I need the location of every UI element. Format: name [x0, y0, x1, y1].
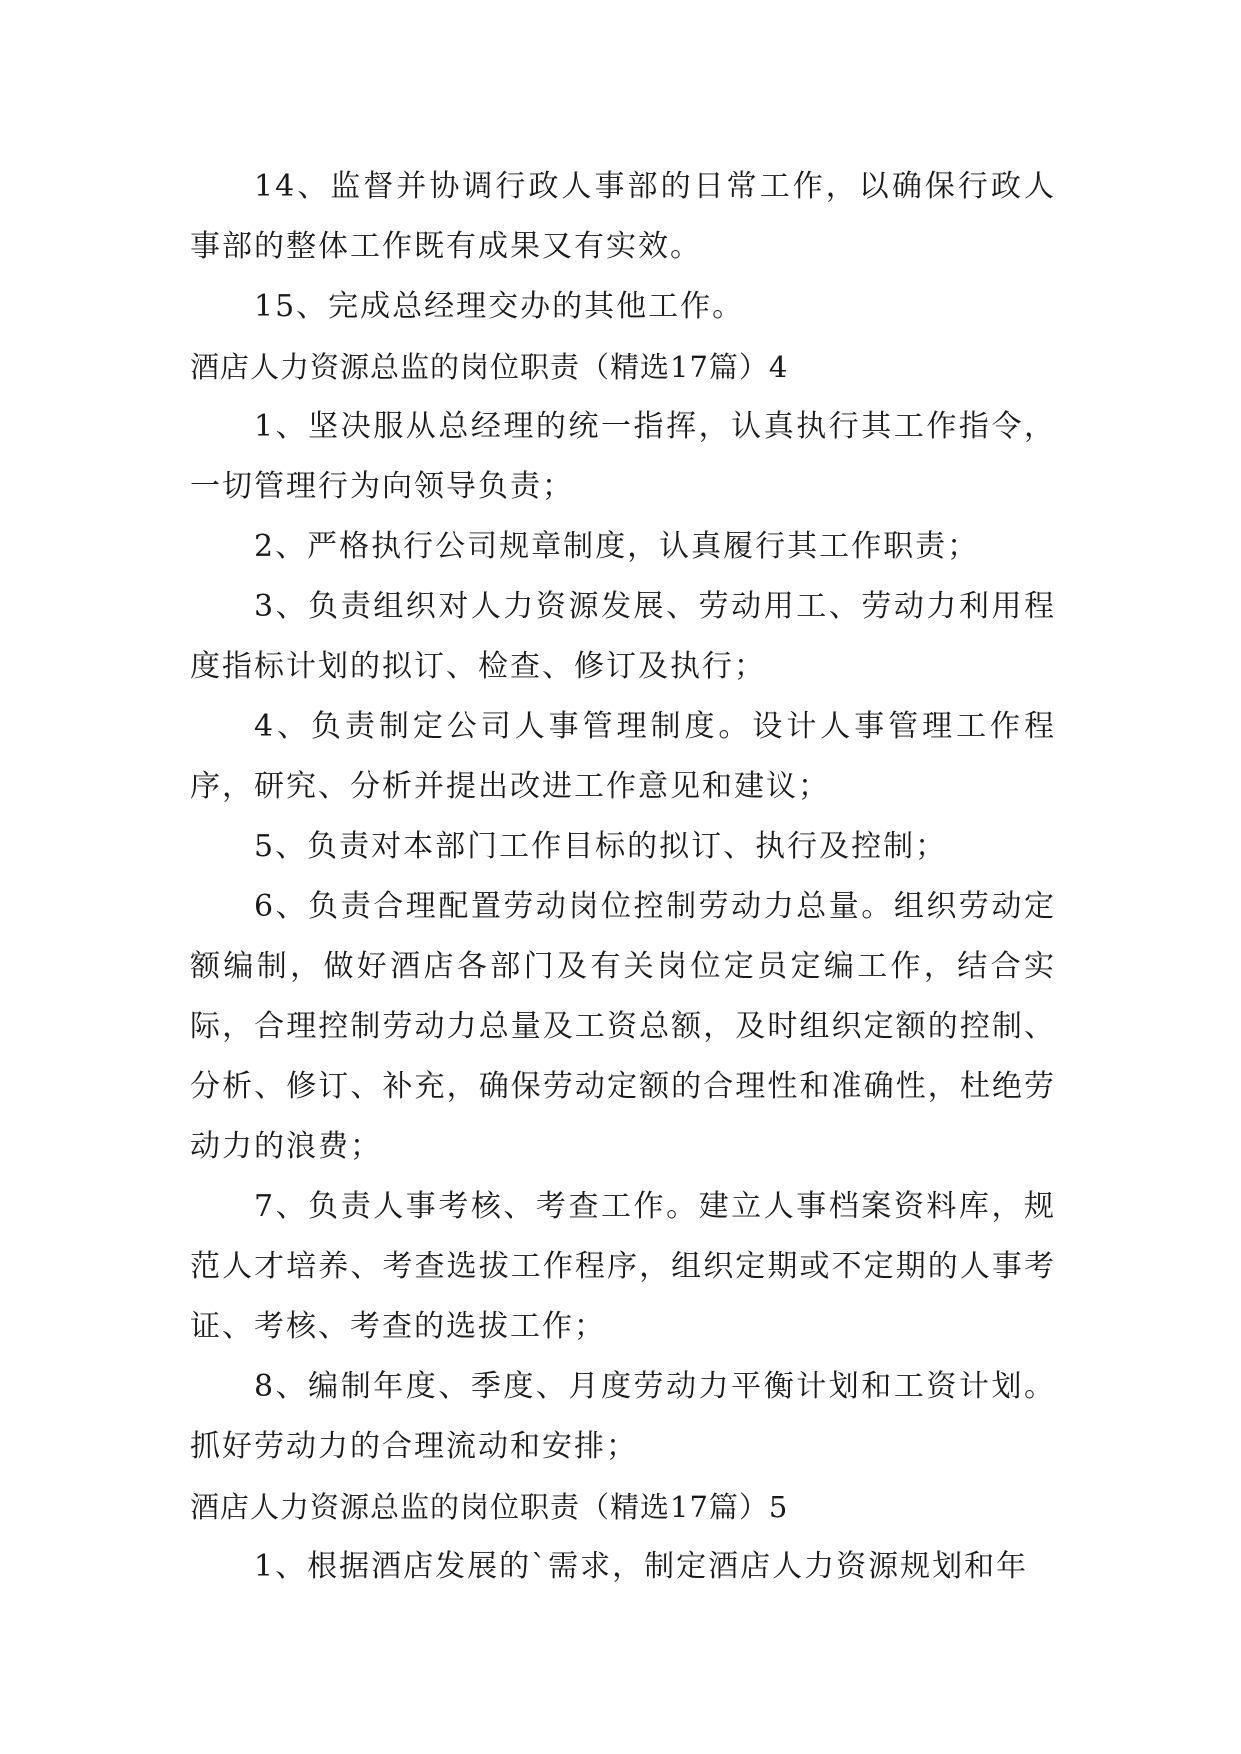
- paragraph-item-5: 5、负责对本部门工作目标的拟订、执行及控制；: [254, 829, 948, 864]
- paragraph-item-3: 3、负责组织对人力资源发展、劳动用工、劳动力利用程度指标计划的拟订、检查、修订及执行；: [190, 589, 1056, 684]
- section-heading-4: 酒店人力资源总监的岗位职责（精选17篇）4: [190, 350, 789, 384]
- document-body: [190, 157, 1056, 1597]
- section-heading-5: 酒店人力资源总监的岗位职责（精选17篇）5: [190, 1490, 789, 1524]
- paragraph-item-1: 1、坚决服从总经理的统一指挥，认真执行其工作指令，一切管理行为向领导负责；: [190, 409, 1056, 504]
- paragraph-item-14: 14、监督并协调行政人事部的日常工作，以确保行政人事部的整体工作既有成果又有实效。: [190, 169, 1056, 264]
- paragraph-item-2: 2、严格执行公司规章制度，认真履行其工作职责；: [254, 529, 980, 564]
- paragraph-item-1-section-5: 1、根据酒店发展的`需求，制定酒店人力资源规划和年: [254, 1549, 1029, 1584]
- paragraph-item-4: 4、负责制定公司人事管理制度。设计人事管理工作程序，研究、分析并提出改进工作意见和建议；: [190, 709, 1056, 804]
- paragraph-item-7: 7、负责人事考核、考查工作。建立人事档案资料库，规范人才培养、考查选拔工作程序，组织定期或不定期的人事考证、考核、考查的选拔工作；: [190, 1189, 1056, 1344]
- paragraph-item-8: 8、编制年度、季度、月度劳动力平衡计划和工资计划。抓好劳动力的合理流动和安排；: [190, 1369, 1056, 1464]
- paragraph-item-6: 6、负责合理配置劳动岗位控制劳动力总量。组织劳动定额编制，做好酒店各部门及有关岗位定员定编工作，结合实际，合理控制劳动力总量及工资总额，及时组织定额的控制、分析、修订、补充，确保劳动定额的合理性和准确性，杜绝劳动力的浪费；: [190, 889, 1056, 1164]
- paragraph-item-15: 15、完成总经理交办的其他工作。: [254, 289, 745, 324]
